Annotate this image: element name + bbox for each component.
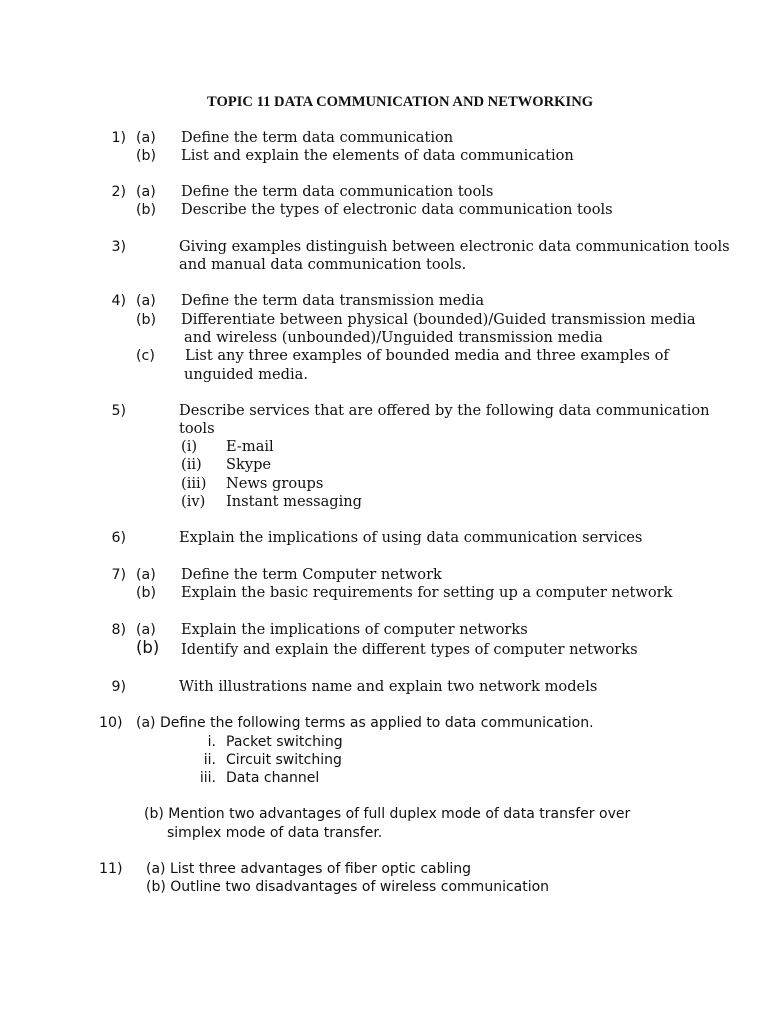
part-text: simplex mode of data transfer.: [167, 825, 383, 841]
list-item-label: iii.: [199, 770, 216, 786]
part-label: (a): [136, 293, 156, 309]
list-item-label: (iv): [181, 493, 206, 510]
part-text: List and explain the elements of data communication: [181, 147, 574, 164]
list-item-label: (ii): [181, 456, 202, 473]
list-item-label: (i): [181, 438, 198, 455]
part-text: (b) Mention two advantages of full duplex mode of data transfer over: [144, 806, 631, 822]
part-label: (a): [136, 130, 156, 146]
question-number: 6): [111, 530, 126, 546]
question-number: 7): [111, 567, 126, 583]
part-text: Define the term Computer network: [181, 566, 442, 583]
part-label: (a): [136, 622, 156, 638]
question-number: 8): [111, 622, 126, 638]
part-text: and wireless (unbounded)/Unguided transmission media: [184, 329, 603, 346]
list-item: Circuit switching: [226, 752, 342, 768]
question-number: 2): [111, 184, 126, 200]
question-text: Describe services that are offered by the following data communication: [179, 402, 710, 419]
part-text: List any three examples of bounded media and three examples of: [185, 347, 669, 364]
list-item: Packet switching: [226, 734, 343, 750]
list-item-label: i.: [207, 734, 216, 750]
list-item: E-mail: [226, 438, 274, 455]
list-item: Instant messaging: [226, 493, 363, 510]
question-text: With illustrations name and explain two network models: [179, 678, 598, 695]
question-number: 10): [99, 715, 123, 731]
question-number: 1): [111, 130, 126, 146]
part-text: Define the term data communication tools: [181, 183, 494, 200]
part-label: (b): [136, 585, 157, 601]
part-label: (b): [136, 312, 157, 328]
question-number: 3): [111, 239, 126, 255]
question-text: Giving examples distinguish between electronic data communication tools: [179, 238, 730, 255]
part-text: Define the term data communication: [181, 129, 454, 146]
part-text: Identify and explain the different types of computer networks: [181, 641, 638, 658]
list-item: Skype: [226, 456, 272, 473]
part-text: (a) List three advantages of fiber optic cabling: [146, 861, 472, 877]
part-label: (a): [136, 184, 156, 200]
part-label: (b): [136, 638, 160, 657]
part-label: (c): [136, 348, 155, 364]
question-text: and manual data communication tools.: [179, 256, 467, 273]
part-text: (a) Define the following terms as applied to data communication.: [136, 715, 594, 731]
list-item-label: ii.: [203, 752, 216, 768]
part-text: Explain the implications of computer networks: [181, 621, 528, 638]
list-item-label: (iii): [181, 475, 207, 492]
question-number: 11): [99, 861, 123, 877]
question-text: tools: [179, 420, 215, 437]
part-text: Differentiate between physical (bounded)/Guided transmission media: [181, 311, 696, 328]
part-label: (b): [136, 202, 157, 218]
list-item: Data channel: [226, 770, 320, 786]
question-number: 9): [111, 679, 126, 695]
page-title: TOPIC 11 DATA COMMUNICATION AND NETWORKING: [207, 94, 594, 110]
list-item: News groups: [226, 475, 324, 492]
part-label: (b): [136, 148, 157, 164]
part-text: Describe the types of electronic data communication tools: [181, 201, 613, 218]
part-text: unguided media.: [184, 366, 308, 383]
part-label: (a): [136, 567, 156, 583]
question-text: Explain the implications of using data communication services: [179, 529, 643, 546]
part-text: Explain the basic requirements for setting up a computer network: [181, 584, 673, 601]
question-number: 4): [111, 293, 126, 309]
question-number: 5): [111, 403, 126, 419]
part-text: Define the term data transmission media: [181, 292, 485, 309]
part-text: (b) Outline two disadvantages of wireless communication: [146, 879, 550, 895]
